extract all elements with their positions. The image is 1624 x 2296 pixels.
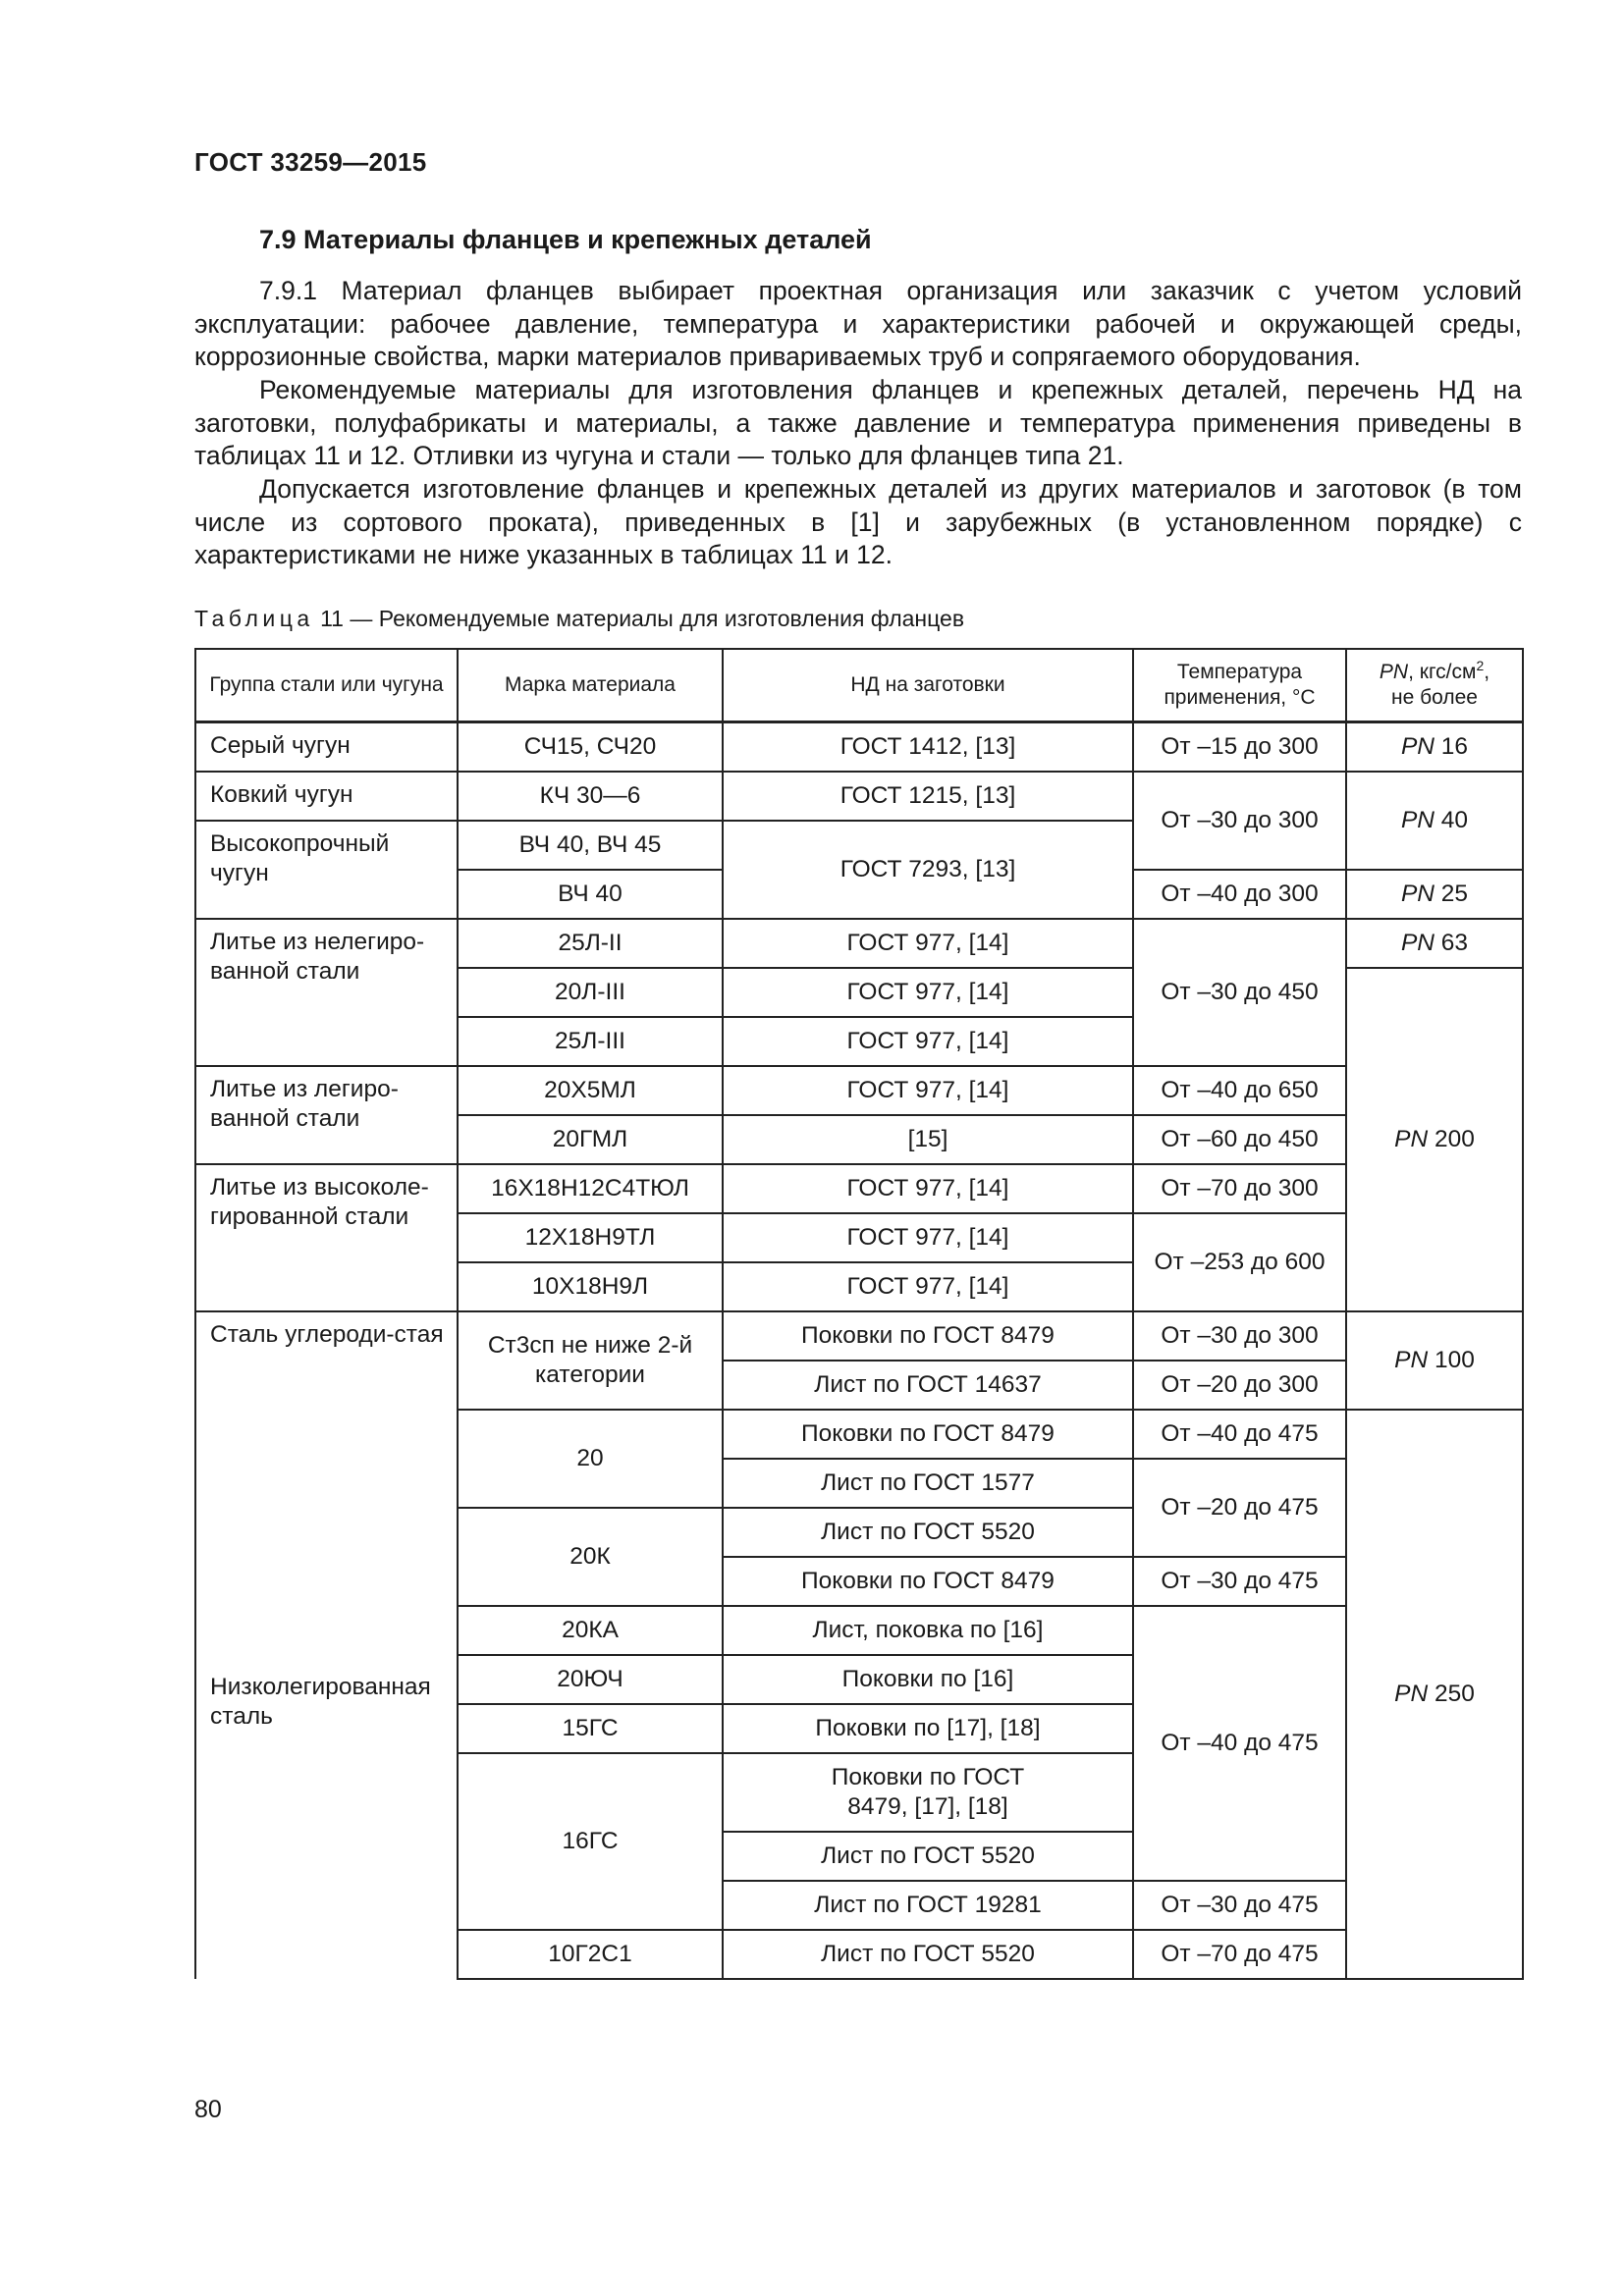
- pn-cell: PN 63: [1346, 919, 1523, 968]
- paragraph-recommended-materials: Рекомендуемые материалы для изготовления фланцев и крепежных деталей, перечень НД на заготовки, полуфабрикаты и материалы, а также давление и температура применения приведены в таблицах 11 и 12. Отливки из чугуна и стали — только для фланцев типа 21.: [194, 375, 1522, 470]
- nd-cell: Лист по ГОСТ 5520: [723, 1930, 1133, 1979]
- section-title: 7.9 Материалы фланцев и крепежных деталей: [259, 225, 872, 254]
- grade-cell: 20ГМЛ: [458, 1115, 723, 1164]
- header-temperature: Температура применения, °С: [1133, 649, 1346, 722]
- temperature-cell: От –40 до 300: [1133, 870, 1346, 919]
- nd-cell: ГОСТ 977, [14]: [723, 1164, 1133, 1213]
- nd-cell: ГОСТ 977, [14]: [723, 1017, 1133, 1066]
- table-row: [195, 1066, 1523, 1115]
- temperature-cell: От –15 до 300: [1133, 722, 1346, 772]
- pn-cell: PN 40: [1346, 772, 1523, 870]
- grade-cell: 20КА: [458, 1606, 723, 1655]
- nd-cell: Лист по ГОСТ 14637: [723, 1361, 1133, 1410]
- grade-cell: 20К: [458, 1508, 723, 1606]
- group-cell: Литье из нелегиро-ванной стали: [195, 919, 458, 1066]
- nd-cell: [15]: [723, 1115, 1133, 1164]
- grade-cell: 20Х5МЛ: [458, 1066, 723, 1115]
- pn-cell: PN 16: [1346, 722, 1523, 772]
- group-cell: Высокопрочный чугун: [195, 821, 458, 919]
- grade-cell: 12Х18Н9ТЛ: [458, 1213, 723, 1262]
- group-cell: Литье из легиро-ванной стали: [195, 1066, 458, 1164]
- grade-cell: 16Х18Н12С4ТЮЛ: [458, 1164, 723, 1213]
- temperature-cell: От –30 до 475: [1133, 1881, 1346, 1930]
- table-caption-text: 11 — Рекомендуемые материалы для изготовления фланцев: [313, 606, 965, 631]
- table-row: [195, 722, 1523, 772]
- table-row: [195, 919, 1523, 968]
- grade-cell: СЧ15, СЧ20: [458, 722, 723, 772]
- nd-cell: Лист по ГОСТ 19281: [723, 1881, 1133, 1930]
- temperature-cell: От –40 до 650: [1133, 1066, 1346, 1115]
- grade-cell: 25Л-III: [458, 1017, 723, 1066]
- table-row: [195, 1311, 1523, 1361]
- nd-cell: Поковки по ГОСТ 8479: [723, 1557, 1133, 1606]
- nd-cell: ГОСТ 977, [14]: [723, 968, 1133, 1017]
- pn-cell: PN 200: [1346, 968, 1523, 1311]
- nd-cell: ГОСТ 977, [14]: [723, 919, 1133, 968]
- nd-cell: Поковки по ГОСТ 8479: [723, 1410, 1133, 1459]
- temperature-cell: От –60 до 450: [1133, 1115, 1346, 1164]
- temperature-cell: От –30 до 450: [1133, 919, 1346, 1066]
- temperature-cell: От –253 до 600: [1133, 1213, 1346, 1311]
- grade-cell: 20ЮЧ: [458, 1655, 723, 1704]
- paragraph-alternative-materials: Допускается изготовление фланцев и крепежных деталей из других материалов и заготовок (в том числе из сортового проката), приведенных в [1] и зарубежных (в установленном порядке) с характеристиками не ниже указанных в таблицах 11 и 12.: [194, 474, 1522, 569]
- grade-cell: 16ГС: [458, 1753, 723, 1930]
- group-cell: Низколегированная сталь: [195, 1606, 458, 1979]
- table-row: [195, 1606, 1523, 1655]
- nd-cell: Поковки по [17], [18]: [723, 1704, 1133, 1753]
- temperature-cell: От –30 до 300: [1133, 772, 1346, 870]
- temperature-cell: От –40 до 475: [1133, 1606, 1346, 1881]
- nd-cell: Поковки по [16]: [723, 1655, 1133, 1704]
- temperature-cell: От –20 до 300: [1133, 1361, 1346, 1410]
- group-cell: Литье из высоколе-гированной стали: [195, 1164, 458, 1311]
- temperature-cell: От –70 до 475: [1133, 1930, 1346, 1979]
- nd-cell: Поковки по ГОСТ 8479: [723, 1311, 1133, 1361]
- table-header-row: [195, 649, 1523, 722]
- header-pn: PN, кгс/$см^2$, не более: [1346, 649, 1523, 722]
- grade-cell: ВЧ 40, ВЧ 45: [458, 821, 723, 870]
- grade-cell: 10Х18Н9Л: [458, 1262, 723, 1311]
- nd-cell: ГОСТ 1215, [13]: [723, 772, 1133, 821]
- grade-cell: 10Г2С1: [458, 1930, 723, 1979]
- grade-cell: КЧ 30—6: [458, 772, 723, 821]
- nd-cell: Лист по ГОСТ 1577: [723, 1459, 1133, 1508]
- grade-cell: 20: [458, 1410, 723, 1508]
- temperature-cell: От –30 до 300: [1133, 1311, 1346, 1361]
- temperature-cell: От –70 до 300: [1133, 1164, 1346, 1213]
- grade-cell: ВЧ 40: [458, 870, 723, 919]
- nd-cell: Поковки по ГОСТ 8479, [17], [18]: [723, 1753, 1133, 1832]
- nd-cell: ГОСТ 977, [14]: [723, 1262, 1133, 1311]
- nd-cell: Лист, поковка по [16]: [723, 1606, 1133, 1655]
- paragraph-7-9-1: 7.9.1 Материал фланцев выбирает проектная организация или заказчик с учетом условий эксплуатации: рабочее давление, температура и характеристики рабочей и окружающей среды, коррозионные свойства, марки материалов привариваемых труб и сопрягаемого оборудования.: [194, 276, 1522, 371]
- pn-cell: PN 100: [1346, 1311, 1523, 1410]
- table-row: [195, 772, 1523, 821]
- table-caption-label: Таблица: [194, 606, 314, 631]
- pn-cell: PN 25: [1346, 870, 1523, 919]
- grade-cell: 20Л-III: [458, 968, 723, 1017]
- nd-cell: ГОСТ 977, [14]: [723, 1066, 1133, 1115]
- group-cell: Ковкий чугун: [195, 772, 458, 821]
- table-row: [195, 1164, 1523, 1213]
- grade-cell: 15ГС: [458, 1704, 723, 1753]
- nd-cell: ГОСТ 7293, [13]: [723, 821, 1133, 919]
- nd-cell: ГОСТ 1412, [13]: [723, 722, 1133, 772]
- temperature-cell: От –40 до 475: [1133, 1410, 1346, 1459]
- materials-table: [194, 648, 1524, 1980]
- nd-cell: ГОСТ 977, [14]: [723, 1213, 1133, 1262]
- temperature-cell: От –30 до 475: [1133, 1557, 1346, 1606]
- temperature-cell: От –20 до 475: [1133, 1459, 1346, 1557]
- group-cell: Сталь углероди-стая: [195, 1311, 458, 1606]
- header-nd: НД на заготовки: [723, 649, 1133, 722]
- grade-cell: Ст3сп не ниже 2-й категории: [458, 1311, 723, 1410]
- header-group: Группа стали или чугуна: [195, 649, 458, 722]
- pn-cell: PN 250: [1346, 1410, 1523, 1979]
- document-header: ГОСТ 33259—2015: [194, 147, 427, 177]
- header-grade: Марка материала: [458, 649, 723, 722]
- nd-cell: Лист по ГОСТ 5520: [723, 1832, 1133, 1881]
- group-cell: Серый чугун: [195, 722, 458, 772]
- page-number: 80: [194, 2096, 222, 2123]
- nd-cell: Лист по ГОСТ 5520: [723, 1508, 1133, 1557]
- grade-cell: 25Л-II: [458, 919, 723, 968]
- table-caption: [194, 606, 964, 632]
